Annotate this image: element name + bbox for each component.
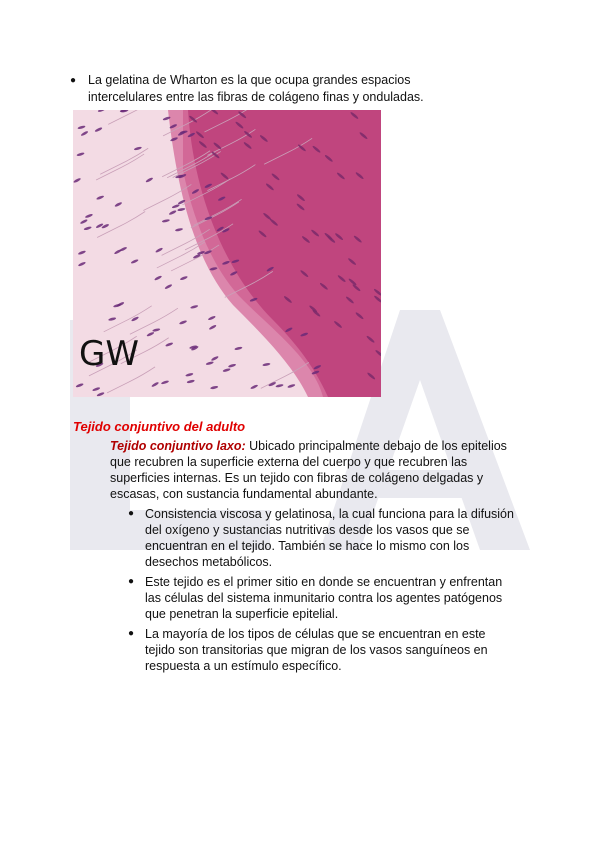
paragraph-body: Ubicado principalmente debajo de los epitelios que recubren la superficie externa del cuerpo y que recubren las superficies internas. Es un tejido con fibras de colágeno delgadas y escasas, con sustancia fundamental abundante. (110, 439, 507, 501)
list-item (128, 506, 515, 570)
intro-bullet (70, 72, 488, 106)
bullet-icon: ● (128, 508, 135, 519)
sub-bullet-list (128, 506, 515, 678)
section-paragraph (110, 438, 510, 502)
intro-bullet-text: La gelatina de Wharton es la que ocupa grandes espacios intercelulares entre las fibras de colágeno finas y onduladas. (88, 73, 424, 104)
list-item (128, 626, 515, 674)
section-title: Tejido conjuntivo del adulto (73, 419, 246, 434)
list-item (128, 574, 515, 622)
list-item-text: La mayoría de los tipos de células que se encuentran en este tejido son transitorias que migran de los vasos sanguíneos en respuesta a un estímulo específico. (145, 627, 488, 673)
paragraph-lead: Tejido conjuntivo laxo: (110, 439, 246, 453)
bullet-icon: ● (128, 628, 135, 639)
bullet-icon: ● (70, 75, 77, 86)
list-item-text: Consistencia viscosa y gelatinosa, la cual funciona para la difusión del oxígeno y sustancias nutritivas desde los vasos que se encuentran en el tejido. También se hace lo mismo con los desechos metabólicos. (145, 507, 514, 569)
histology-image (73, 110, 381, 397)
list-item-text: Este tejido es el primer sitio en donde se encuentran y enfrentan las células del sistema inmunitario contra los agentes patógenos que penetran la superficie epitelial. (145, 575, 503, 621)
handwritten-label: GW (79, 334, 139, 374)
bullet-icon: ● (128, 576, 135, 587)
